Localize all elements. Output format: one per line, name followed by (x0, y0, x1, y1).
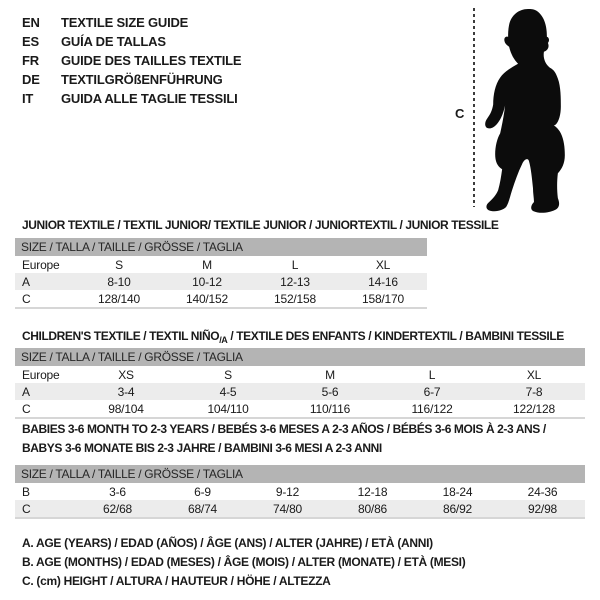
table-cell: 8-10 (107, 274, 131, 289)
note-line-a: A. AGE (YEARS) / EDAD (AÑOS) / ÂGE (ANS) / ALTER (JAHRE) / ETÀ (ANNI) (22, 536, 433, 550)
table-cell: S (224, 367, 232, 382)
language-row (22, 89, 241, 108)
row-label: Europe (22, 367, 60, 382)
table-cell: 98/104 (108, 401, 144, 416)
table-body (15, 256, 427, 307)
language-code: FR (22, 53, 39, 68)
height-measure-dotted-line (473, 8, 475, 207)
table-row (15, 290, 427, 307)
table-header-band: SIZE / TALLA / TAILLE / GRÖSSE / TAGLIA (15, 348, 585, 366)
table-cell: 5-6 (321, 384, 339, 399)
table-cell: 12-18 (357, 484, 388, 499)
language-label: GUIDE DES TAILLES TEXTILE (61, 53, 242, 68)
language-code: DE (22, 72, 40, 87)
table-header-band: SIZE / TALLA / TAILLE / GRÖSSE / TAGLIA (15, 465, 585, 483)
row-label: C (22, 401, 31, 416)
language-label: TEXTILGRÖßENFÜHRUNG (61, 72, 223, 87)
junior-section-title: JUNIOR TEXTILE / TEXTIL JUNIOR/ TEXTILE JUNIOR / JUNIORTEXTIL / JUNIOR TESSILE (22, 218, 499, 232)
table-cell: 6-7 (423, 384, 441, 399)
table-cell: XL (375, 257, 391, 272)
table-cell: 10-12 (192, 274, 222, 289)
language-row (22, 70, 241, 89)
table-cell: 80/86 (357, 501, 388, 516)
table-row (15, 383, 585, 400)
table-cell: 152/158 (274, 291, 316, 306)
table-row (15, 366, 585, 383)
table-row (15, 256, 427, 273)
table-cell: M (202, 257, 212, 272)
table-cell: 18-24 (442, 484, 473, 499)
language-code: EN (22, 15, 40, 30)
junior-size-table (15, 238, 427, 309)
language-label: TEXTILE SIZE GUIDE (61, 15, 189, 30)
children-title-text: / TEXTILE DES ENFANTS / KINDERTEXTIL / BAMBINI TESSILE (227, 329, 564, 343)
table-row (15, 500, 585, 517)
table-cell: 86/92 (442, 501, 473, 516)
table-cell: XS (118, 367, 134, 382)
table-cell: 24-36 (527, 484, 558, 499)
table-cell: 6-9 (194, 484, 211, 499)
table-cell: L (428, 367, 436, 382)
note-line-b: B. AGE (MONTHS) / EDAD (MESES) / ÂGE (MOIS) / ALTER (MONATE) / ETÀ (MESI) (22, 555, 466, 569)
language-code: IT (22, 91, 34, 106)
language-row (22, 32, 241, 51)
row-label: C (22, 291, 31, 306)
table-cell: L (291, 257, 299, 272)
babies-section-title-line2: BABYS 3-6 MONATE BIS 2-3 JAHRE / BAMBINI 3-6 MESI A 2-3 ANNI (22, 441, 382, 455)
table-cell: S (115, 257, 123, 272)
table-cell: 4-5 (219, 384, 237, 399)
table-cell: 110/116 (309, 401, 351, 416)
babies-section-title-line1: BABIES 3-6 MONTH TO 2-3 YEARS / BEBÉS 3-6 MESES A 2-3 AÑOS / BÉBÉS 3-6 MOIS À 2-3 ANS / (22, 422, 546, 436)
table-row (15, 400, 585, 417)
row-label: A (22, 274, 30, 289)
table-cell: 9-12 (275, 484, 300, 499)
table-body (15, 366, 585, 417)
table-cell: 158/170 (362, 291, 404, 306)
table-header-band: SIZE / TALLA / TAILLE / GRÖSSE / TAGLIA (15, 238, 427, 256)
table-cell: 92/98 (527, 501, 558, 516)
table-cell: 128/140 (98, 291, 140, 306)
table-cell: 68/74 (187, 501, 218, 516)
height-measure-label: C (455, 106, 465, 121)
row-label: A (22, 384, 30, 399)
baby-silhouette-icon (484, 7, 576, 213)
table-cell: M (325, 367, 335, 382)
table-cell: 14-16 (368, 274, 398, 289)
language-row (22, 13, 241, 32)
table-row (15, 273, 427, 290)
table-body (15, 483, 585, 517)
children-size-table (15, 348, 585, 419)
table-cell: 140/152 (186, 291, 228, 306)
language-label: GUÍA DE TALLAS (61, 34, 166, 49)
table-row (15, 483, 585, 500)
table-cell: 104/110 (207, 401, 249, 416)
language-guide (22, 13, 241, 108)
table-cell: 3-4 (117, 384, 135, 399)
language-label: GUIDA ALLE TAGLIE TESSILI (61, 91, 238, 106)
children-title-subscript: /A (219, 335, 228, 345)
row-label: C (22, 501, 31, 516)
table-cell: 116/122 (411, 401, 453, 416)
language-code: ES (22, 34, 39, 49)
language-row (22, 51, 241, 70)
table-cell: 3-6 (109, 484, 126, 499)
size-notes (22, 536, 465, 593)
table-cell: 122/128 (513, 401, 555, 416)
table-cell: XL (526, 367, 542, 382)
row-label: Europe (22, 257, 60, 272)
row-label: B (22, 484, 30, 499)
table-cell: 7-8 (525, 384, 543, 399)
children-section-title (22, 329, 564, 345)
children-title-text: CHILDREN'S TEXTILE / TEXTIL NIÑO (22, 329, 220, 343)
table-cell: 62/68 (102, 501, 133, 516)
table-cell: 74/80 (272, 501, 303, 516)
babies-size-table (15, 465, 585, 519)
note-line-c: C. (cm) HEIGHT / ALTURA / HAUTEUR / HÖHE / ALTEZZA (22, 574, 331, 588)
table-cell: 12-13 (280, 274, 310, 289)
